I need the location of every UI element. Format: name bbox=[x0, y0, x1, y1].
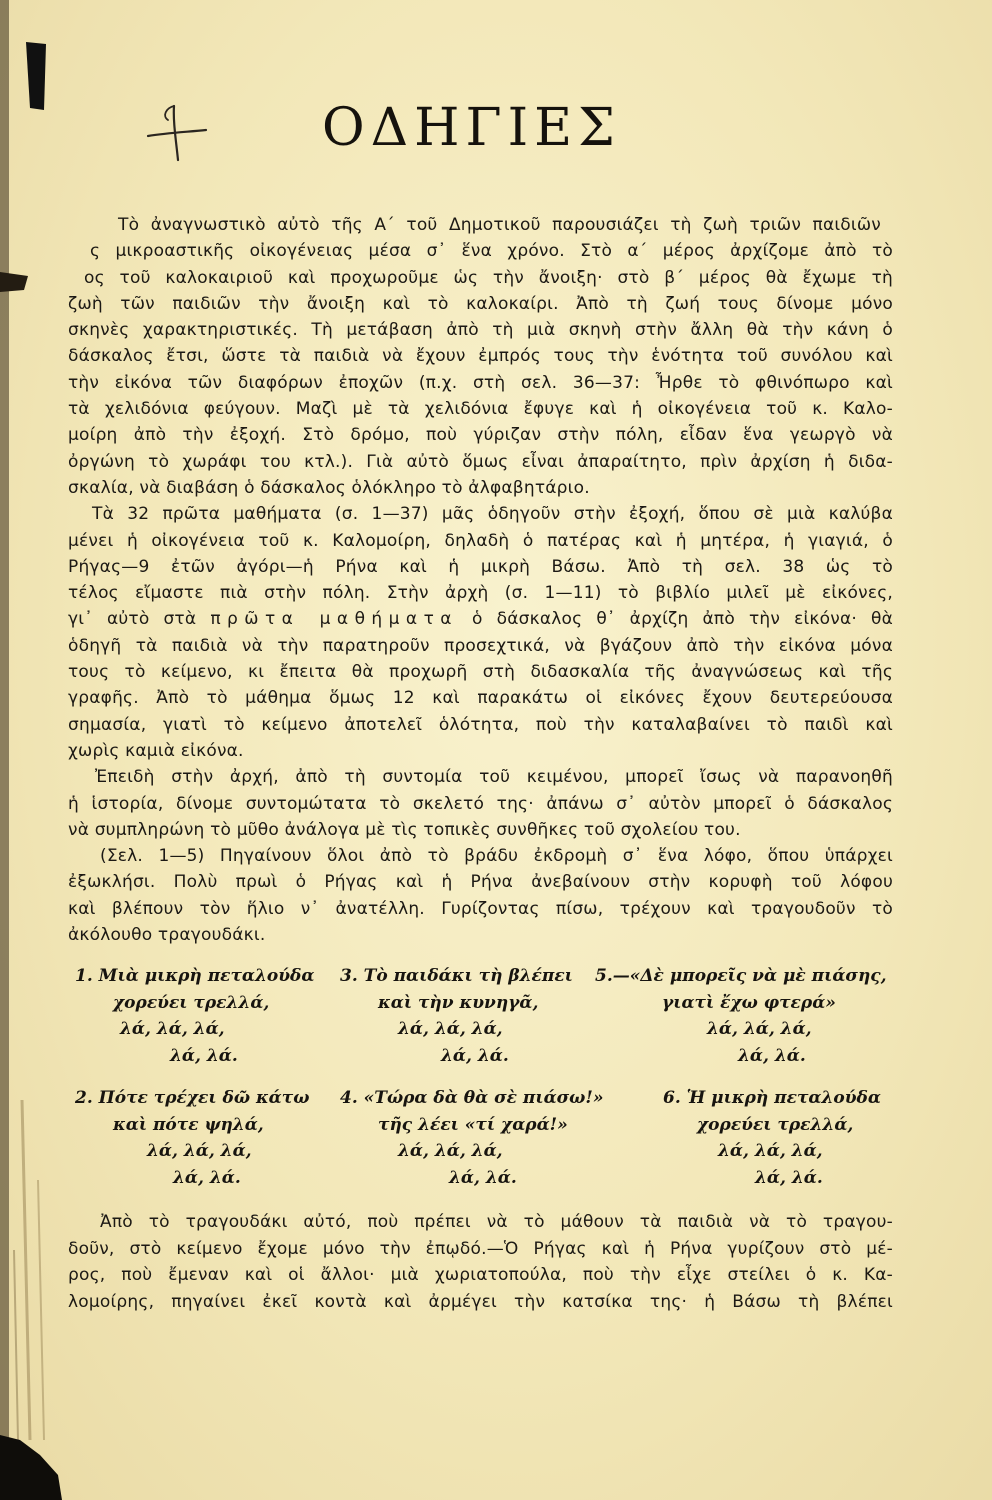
verse-line: τῆς λέει «τί χαρά!» bbox=[378, 1114, 568, 1135]
edge-notch bbox=[0, 272, 28, 292]
verse-line: χορεύει τρελλά, bbox=[697, 1114, 854, 1135]
text-line: ζωὴ τῶν παιδιῶν τὴν ἄνοιξη καὶ τὸ καλοκαίρι. Ἀπὸ τὴ ζωή τους δίνομε μόνο bbox=[68, 293, 893, 314]
text-line: τους τὸ κείμενο, κι ἔπειτα θὰ προχωρῆ στὴ διδασκαλία τῆς ἀναγνώσεως καὶ τῆς bbox=[68, 662, 893, 683]
body-text bbox=[68, 212, 893, 948]
verse-line: λά, λά, λά, bbox=[718, 1141, 823, 1162]
verse-line: λά, λά. bbox=[173, 1168, 241, 1188]
verse-line: 4. «Τώρα δὰ θὰ σὲ πιάσω!» bbox=[340, 1088, 604, 1108]
text-line: Τὸ ἀναγνωστικὸ αὐτὸ τῆς Α΄ τοῦ Δημοτικοῦ παρουσιάζει τὴ ζωὴ τριῶν παιδιῶν bbox=[118, 215, 881, 235]
paragraph bbox=[68, 764, 893, 843]
text-line: δοῦν, στὸ κείμενο ἔχομε μόνο τὴν ἐπῳδό.—Ὁ Ρήγας καὶ ἡ Ρήνα γυρίζουν στὸ μέ- bbox=[68, 1238, 893, 1259]
text-line: νὰ συμπληρώνη τὸ μῦθο ἀνάλογα μὲ τὶς τοπικὲς συνθῆκες τοῦ σχολείου του. bbox=[68, 819, 741, 840]
paragraph bbox=[68, 212, 893, 501]
handwritten-mark bbox=[140, 98, 220, 168]
verse-line: λά, λά. bbox=[755, 1168, 823, 1188]
text-line bbox=[68, 606, 893, 632]
text-line: χωρὶς καμιὰ εἰκόνα. bbox=[68, 740, 244, 761]
text-line: ρος, ποὺ ἔμεναν καὶ οἱ ἄλλοι· μιὰ χωριατοπούλα, ποὺ τὴν εἶχε στείλει ὁ κ. Κα- bbox=[68, 1265, 893, 1286]
verse-line: χορεύει τρελλά, bbox=[113, 992, 270, 1013]
verse-line: 5.—«Δὲ μπορεῖς νὰ μὲ πιάσης, bbox=[595, 966, 887, 986]
text-line: ἀκόλουθο τραγουδάκι. bbox=[68, 925, 266, 946]
verse-line: λά, λά. bbox=[441, 1046, 509, 1066]
text-line: ος τοῦ καλοκαιριοῦ καὶ προχωροῦμε ὡς τὴν ἄνοιξη· στὸ β΄ μέρος θὰ ἔχωμε τὴ bbox=[84, 267, 893, 288]
stain-line bbox=[14, 1250, 18, 1440]
text-line: σκηνὲς χαρακτηριστικές. Τὴ μετάβαση ἀπὸ τὴ μιὰ σκηνὴ στὴν ἄλλη θὰ τὴν κάνη ὁ bbox=[68, 320, 893, 341]
text-line: μοίρη ἀπὸ τὴν ἐξοχή. Στὸ δρόμο, ποὺ γύριζαν στὴν πόλη, εἶδαν ἕνα γεωργὸ νὰ bbox=[68, 425, 893, 446]
text-line: (Σελ. 1—5) Πηγαίνουν ὅλοι ἀπὸ τὸ βράδυ ἐκδρομὴ σ᾿ ἕνα λόφο, ὅπου ὑπάρχει bbox=[100, 846, 893, 867]
text-line: ἐξωκλήσι. Πολὺ πρωὶ ὁ Ρήγας καὶ ἡ Ρήνα ἀνεβαίνουν στὴν κορυφὴ τοῦ λόφου bbox=[68, 872, 893, 893]
verse-line: γιατὶ ἔχω φτερά» bbox=[662, 992, 836, 1013]
song-stanza bbox=[595, 963, 925, 1073]
verse-line: 2. Πότε τρέχει δῶ κάτω bbox=[75, 1088, 310, 1108]
text-line: καὶ βλέπουν τὸν ἥλιο ν᾿ ἀνατέλλη. Γυρίζοντας πίσω, τρέχουν καὶ τραγουδοῦν τὸ bbox=[68, 898, 893, 919]
verse-line: 6. Ἡ μικρὴ πεταλούδα bbox=[663, 1088, 881, 1108]
text-line: λομοίρης, πηγαίνει ἐκεῖ κοντὰ καὶ ἀρμέγει τὴν κατσίκα της· ἡ Βάσω τὴ βλέπει bbox=[68, 1292, 893, 1313]
text-line: τέλος εἴμαστε πιὰ στὴν πόλη. Στὴν ἀρχὴ (σ. 1—11) τὸ βιβλίο μιλεῖ μὲ εἰκόνες, bbox=[68, 583, 893, 604]
binding-edge-shadow bbox=[0, 0, 9, 1500]
text-line: γραφῆς. Ἀπὸ τὸ μάθημα ὅμως 12 καὶ παρακάτω οἱ εἰκόνες ἔχουν δευτερεύουσα bbox=[68, 688, 893, 709]
text-segment: γι᾿ αὐτὸ στὰ bbox=[68, 609, 197, 630]
text-line: σκαλία, νὰ διαβάση ὁ δάσκαλος ὁλόκληρο τὸ ἀλφαβητάριο. bbox=[68, 477, 590, 498]
text-line: Ἀπὸ τὸ τραγουδάκι αὐτό, ποὺ πρέπει νὰ τὸ μάθουν τὰ παιδιὰ νὰ τὸ τραγου- bbox=[100, 1212, 893, 1232]
verse-line: λά, λά. bbox=[738, 1046, 806, 1066]
torn-corner bbox=[0, 1435, 62, 1500]
song-stanza bbox=[663, 1085, 992, 1195]
text-line: ὀργώνη τὸ χωράφι του κτλ.). Γιὰ αὐτὸ ὅμως εἶναι ἀπαραίτητο, πρὶν ἀρχίση ἡ διδα- bbox=[68, 451, 893, 472]
text-line: ἡ ἱστορία, δίνομε συντομώτατα τὸ σκελετό της· ἀπάνω σ᾿ αὐτὸν μπορεῖ ὁ δάσκαλος bbox=[68, 793, 893, 814]
verse-line: 3. Τὸ παιδάκι τὴ βλέπει bbox=[340, 966, 573, 986]
closing-paragraph bbox=[68, 1209, 893, 1316]
text-line: δάσκαλος ἔτσι, ὥστε τὰ παιδιὰ νὰ ἔχουν ἐμπρός τους τὴν ἑνότητα τοῦ συνόλου καὶ bbox=[68, 346, 893, 367]
stain-line bbox=[38, 1180, 44, 1440]
verse-line: 1. Μιὰ μικρὴ πεταλούδα bbox=[75, 966, 315, 986]
verse-line: λά, λά. bbox=[170, 1046, 238, 1066]
text-line: Ρήγας—9 ἐτῶν ἀγόρι—ἡ Ρήνα καὶ ἡ μικρὴ Βάσω. Ἀπὸ τὴ σελ. 38 ὡς τὸ bbox=[68, 556, 893, 577]
text-line: μένει ἡ οἰκογένεια τοῦ κ. Καλομοίρη, δηλαδὴ ὁ πατέρας καὶ ἡ μητέρα, ἡ γιαγιά, ὁ bbox=[68, 530, 893, 551]
text-line: τὰ χελιδόνια φεύγουν. Μαζὶ μὲ τὰ χελιδόνια ἔφυγε καὶ ἡ οἰκογένεια τοῦ κ. Καλο- bbox=[68, 399, 893, 420]
verse-line: καὶ τὴν κυνηγᾶ, bbox=[378, 992, 539, 1013]
page-title: ΟΔΗΓΙΕΣ bbox=[322, 98, 621, 158]
paragraph bbox=[68, 501, 893, 764]
text-line: σημασία, γιατὶ τὸ κείμενο ἀποτελεῖ ὁλότητα, ποὺ τὴν καταλαβαίνει τὸ παιδὶ καὶ bbox=[68, 714, 893, 735]
text-segment: ὁ δάσκαλος θ᾿ ἀρχίζη ἀπὸ τὴν εἰκόνα· θὰ bbox=[472, 609, 894, 630]
verse-line: λά, λά, λά, bbox=[120, 1019, 225, 1040]
verse-line: λά, λά, λά, bbox=[398, 1141, 503, 1162]
text-line: ὁδηγῆ τὰ παιδιὰ νὰ τὴν παρατηροῦν προσεχτικά, νὰ βγάζουν ἀπὸ τὴν εἰκόνα μόνα bbox=[68, 635, 893, 656]
text-line: τὴν εἰκόνα τῶν διαφόρων ἐποχῶν (π.χ. στὴ σελ. 36—37: Ἦρθε τὸ φθινόπωρο καὶ bbox=[68, 372, 893, 393]
verse-line: λά, λά, λά, bbox=[147, 1141, 252, 1162]
text-line: ς μικροαστικῆς οἰκογένειας μέσα σ᾿ ἕνα χρόνο. Στὸ α΄ μέρος ἀρχίζομε ἀπὸ τὸ bbox=[90, 241, 893, 262]
text-line: Τὰ 32 πρῶτα μαθήματα (σ. 1—37) μᾶς ὁδηγοῦν στὴν ἐξοχή, ὅπου σὲ μιὰ καλύβα bbox=[92, 504, 893, 525]
verse-line: λά, λά. bbox=[449, 1168, 517, 1188]
binding-tear bbox=[26, 42, 46, 110]
verse-line: καὶ πότε ψηλά, bbox=[113, 1114, 264, 1135]
text-line: Ἐπειδὴ στὴν ἀρχή, ἀπὸ τὴ συντομία τοῦ κειμένου, μπορεῖ ἴσως νὰ παρανοηθῆ bbox=[95, 767, 893, 788]
song-stanza bbox=[340, 1085, 670, 1195]
stain-line bbox=[22, 1100, 30, 1440]
paragraph bbox=[68, 843, 893, 948]
emphasized-text: πρῶτα μαθήματα bbox=[210, 609, 458, 630]
verse-line: λά, λά, λά, bbox=[707, 1019, 812, 1040]
verse-line: λά, λά, λά, bbox=[398, 1019, 503, 1040]
